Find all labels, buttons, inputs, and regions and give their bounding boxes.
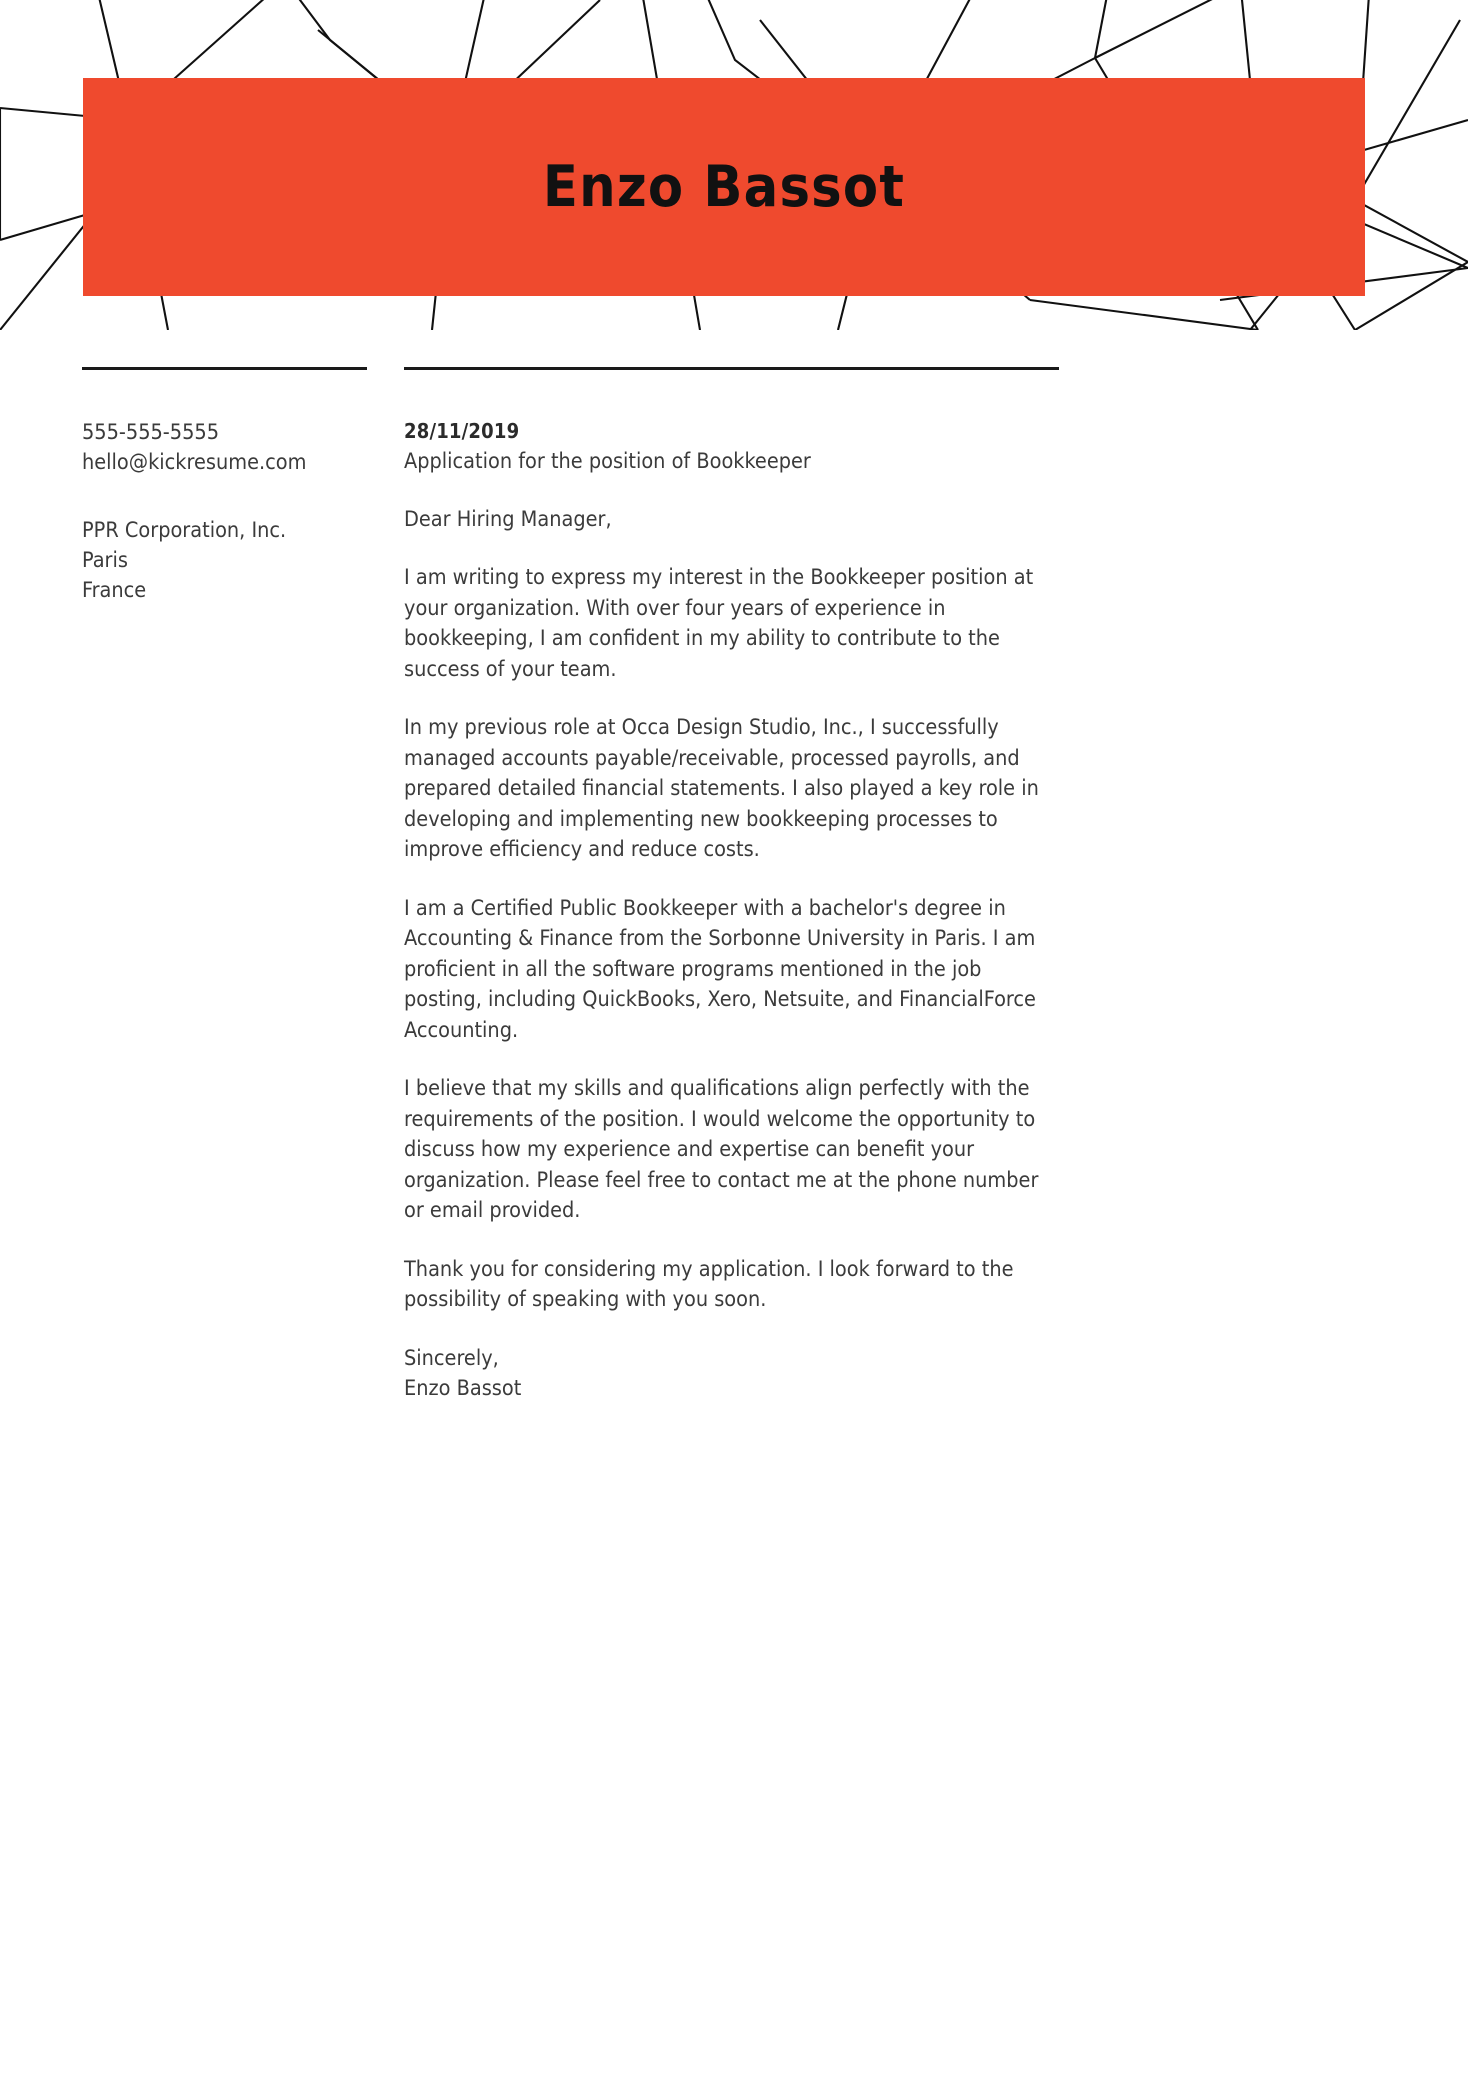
contact-email[interactable]: hello@kickresume.com: [82, 450, 307, 475]
letter-closing-block: [404, 1344, 1064, 1404]
letter-subject-line: Application for the position of Bookkeeper: [404, 449, 811, 474]
recipient-company: PPR Corporation, Inc.: [82, 518, 287, 543]
letter-paragraph: Thank you for considering my application. I look forward to the possibility of speaking with you soon.: [404, 1256, 1014, 1312]
closing-salutation: Sincerely,: [404, 1345, 499, 1371]
letter-paragraph: I believe that my skills and qualifications align perfectly with the requirements of the position. I would welcome the opportunity to discuss how my experience and expertise can benefit your organization. Please feel free to contact me at the phone number or email provided.: [404, 1076, 1039, 1223]
recipient-country: France: [82, 578, 147, 603]
sidebar-divider-rule: [82, 367, 367, 370]
letter-salutation: Dear Hiring Manager,: [404, 507, 612, 532]
closing-signature-name: Enzo Bassot: [404, 1375, 522, 1401]
letter-body-column: [404, 418, 1064, 1404]
letter-divider-rule: [404, 367, 1059, 370]
contact-info-block: [82, 418, 382, 478]
recipient-address-block: [82, 516, 382, 606]
sidebar-column: [82, 418, 382, 644]
contact-phone[interactable]: 555-555-5555: [82, 420, 219, 445]
letter-paragraph: I am writing to express my interest in the Bookkeeper position at your organization. With over four years of experience in bookkeeping, I am confident in my ability to contribute to the success of your team.: [404, 565, 1034, 682]
recipient-city: Paris: [82, 548, 128, 573]
letter-paragraph: In my previous role at Occa Design Studio, Inc., I successfully managed accounts payable/receivable, processed payrolls, and prepared detailed financial statements. I also played a key role in developing and implementing new bookkeeping processes to improve efficiency and reduce costs.: [404, 715, 1039, 862]
letter-date: 28/11/2019: [404, 419, 520, 443]
applicant-name-title: Enzo Bassot: [542, 153, 906, 220]
letter-paragraph: I am a Certified Public Bookkeeper with a bachelor's degree in Accounting & Finance from the Sorbonne University in Paris. I am proficient in all the software programs mentioned in the job posting, including QuickBooks, Xero, Netsuite, and FinancialForce Accounting.: [404, 895, 1036, 1043]
